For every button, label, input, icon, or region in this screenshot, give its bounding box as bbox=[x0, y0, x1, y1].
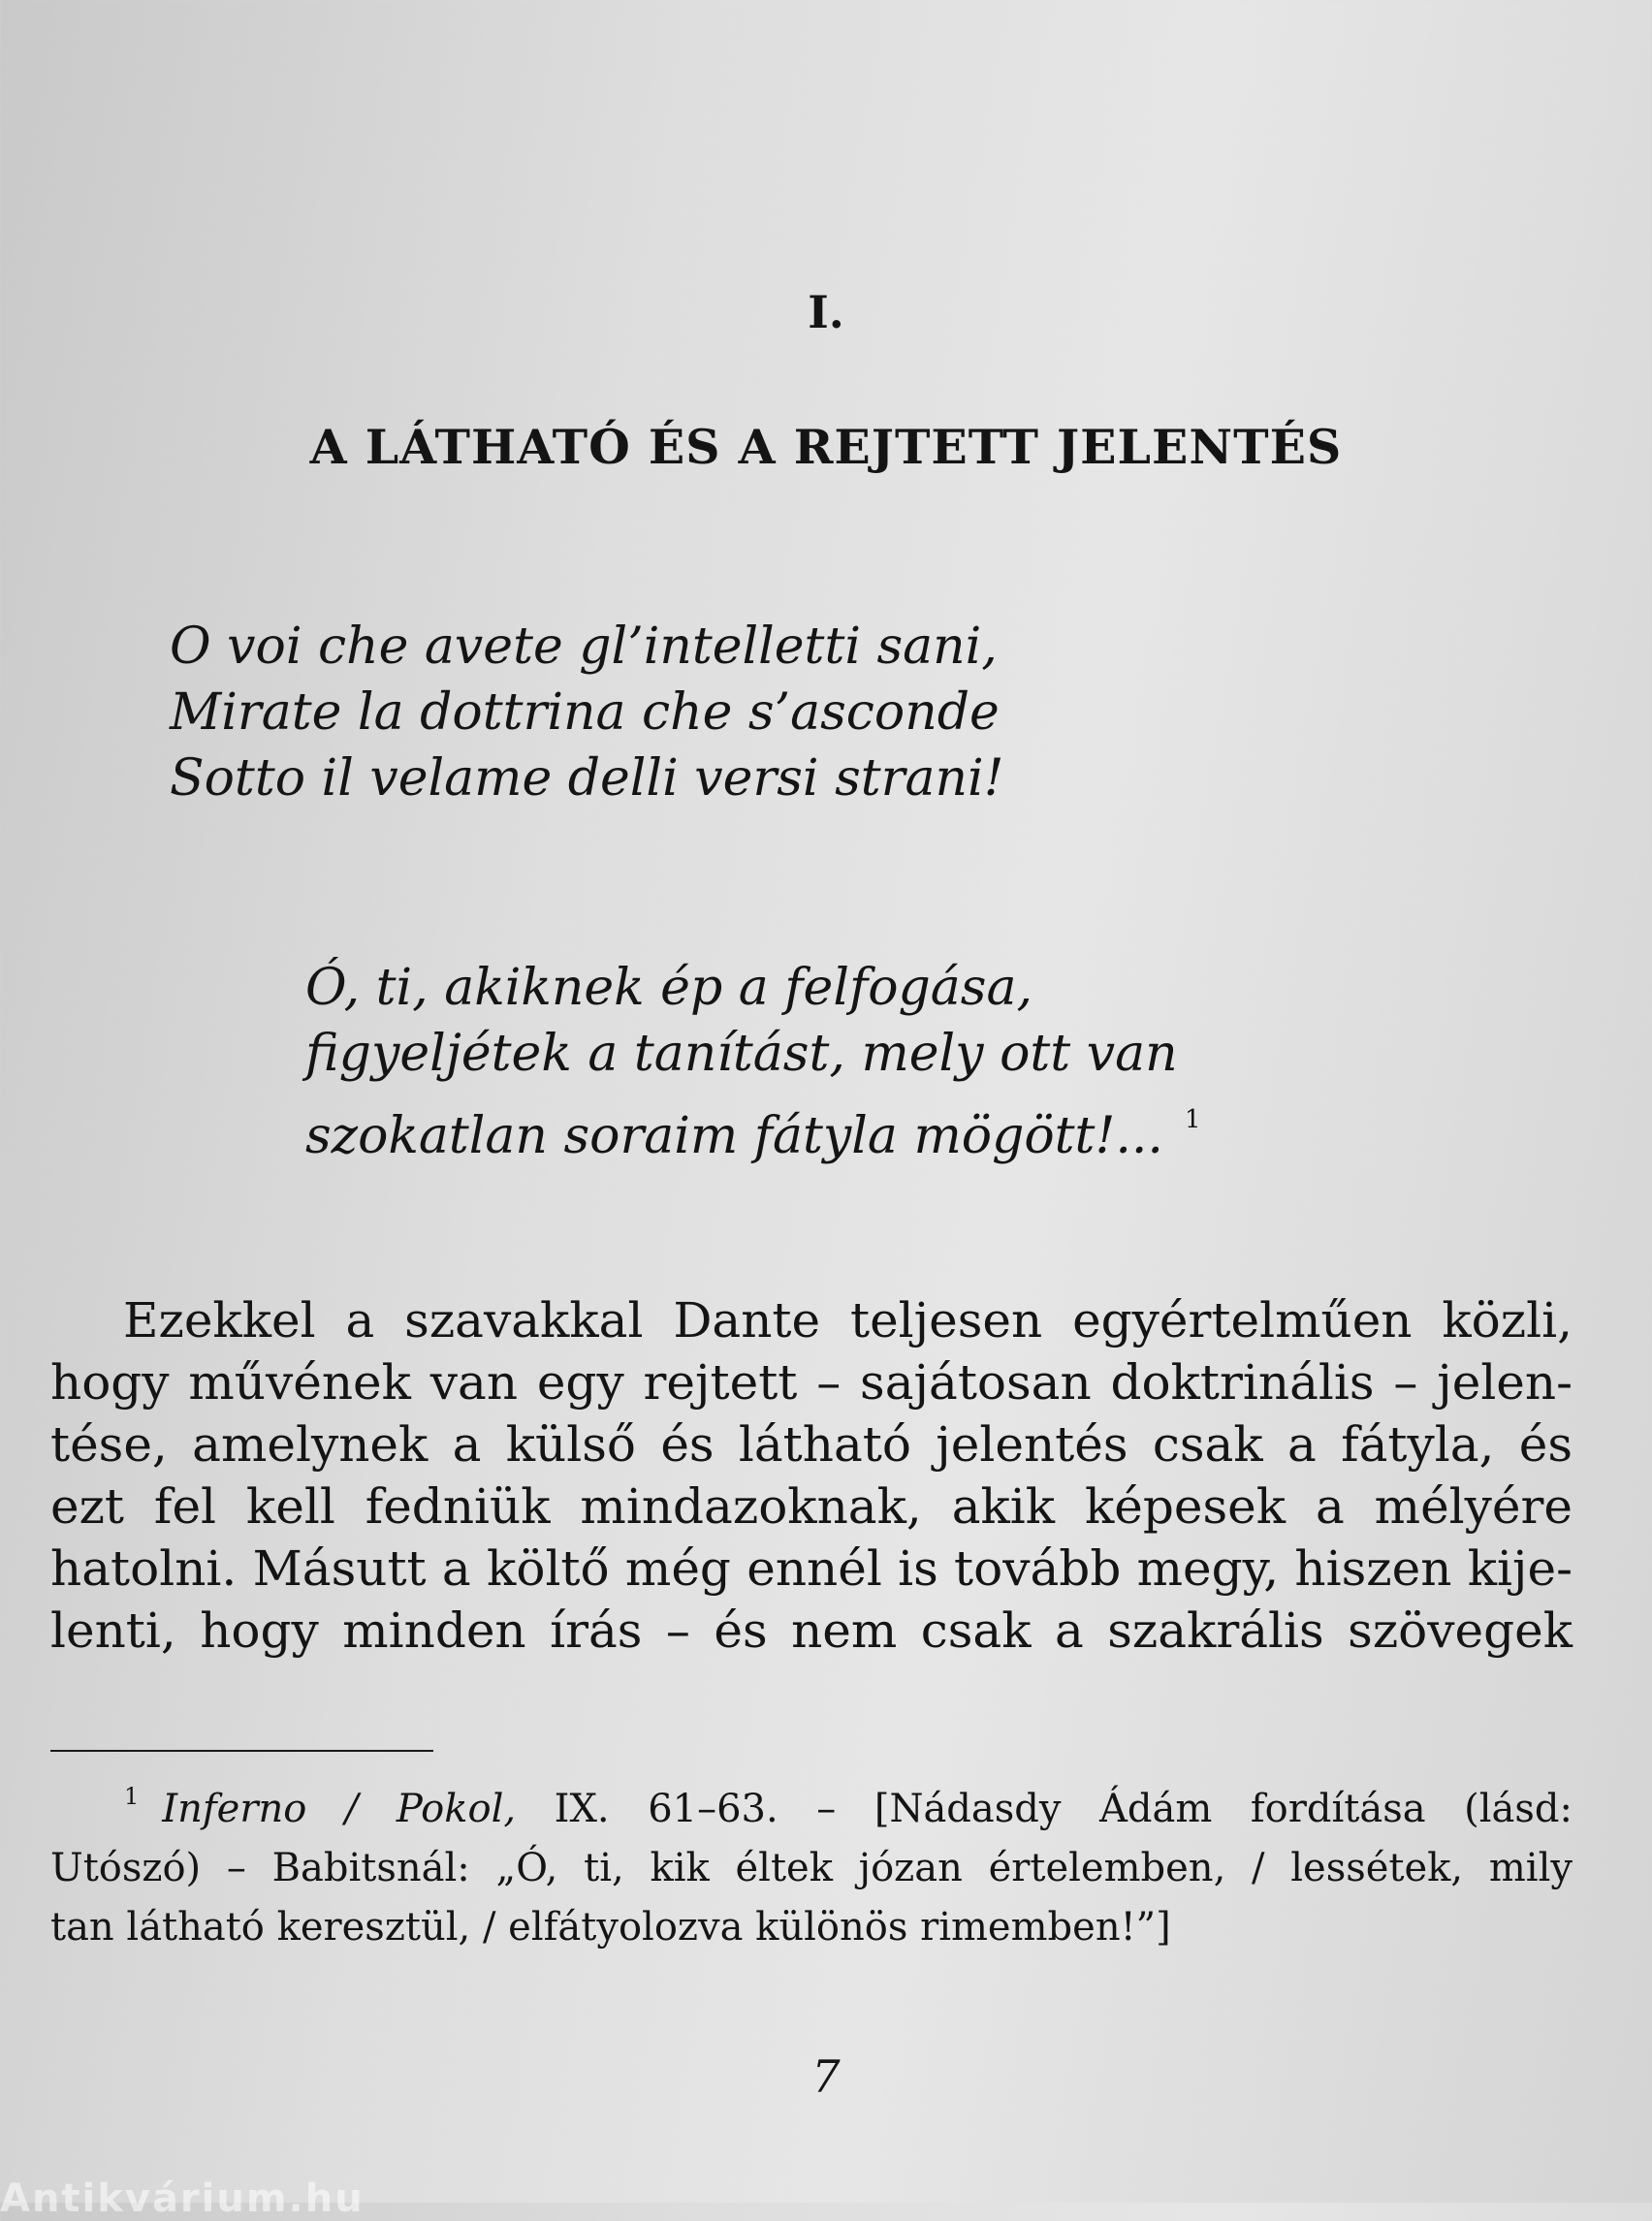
body-line: hogy művének van egy rejtett – sajátosan doktrinális – jelen- bbox=[50, 1354, 1573, 1411]
verse-hungarian-line: figyeljétek a tanítást, mely ott van bbox=[305, 1025, 1178, 1083]
footnote-source: Inferno / Pokol, bbox=[162, 1787, 517, 1831]
body-line: Ezekkel a szavakkal Dante teljesen egyértelműen közli, bbox=[123, 1292, 1573, 1348]
footnote-line: tan látható keresztül, / elfátyolozva különös rimemben!”] bbox=[50, 1905, 1171, 1950]
footnote bbox=[50, 1767, 1573, 1957]
verse-italian-line: O voi che avete gl’intelletti sani, bbox=[170, 618, 998, 676]
body-line: hatolni. Másutt a költő még ennél is tovább megy, hiszen kije- bbox=[50, 1540, 1573, 1597]
footnote-number: 1 bbox=[124, 1783, 140, 1810]
verse-italian-line: Sotto il velame delli versi strani! bbox=[170, 749, 1004, 808]
body-paragraph bbox=[50, 1289, 1573, 1662]
footnote-text: IX. 61–63. – [Nádasdy Ádám fordítása (lásd: bbox=[516, 1787, 1573, 1831]
verse-italian bbox=[170, 614, 1004, 811]
chapter-number: I. bbox=[808, 286, 844, 338]
body-line: tése, amelynek a külső és látható jelentés csak a fátyla, és bbox=[50, 1416, 1573, 1473]
verse-hungarian bbox=[305, 955, 1201, 1169]
footnote-divider bbox=[50, 1750, 433, 1752]
body-line: lenti, hogy minden írás – és nem csak a szakrális szövegek bbox=[50, 1602, 1573, 1659]
verse-hungarian-line bbox=[305, 1087, 1201, 1169]
watermark: Antikvárium.hu bbox=[0, 2176, 365, 2221]
verse-hungarian-text: szokatlan soraim fátyla mögött!... bbox=[305, 1107, 1163, 1165]
chapter-title: A LÁTHATÓ ÉS A REJTETT JELENTÉS bbox=[309, 419, 1343, 475]
footnote-line: Utószó) – Babitsnál: „Ó, ti, kik éltek józan értelemben, / lessétek, mily bbox=[50, 1846, 1573, 1890]
page-number: 7 bbox=[811, 2050, 841, 2103]
verse-italian-line: Mirate la dottrina che s’asconde bbox=[170, 683, 1000, 742]
verse-hungarian-line: Ó, ti, akiknek ép a felfogása, bbox=[305, 959, 1033, 1017]
footnote-line bbox=[50, 1767, 1573, 1839]
footnote-reference: 1 bbox=[1184, 1105, 1201, 1134]
body-line: ezt fel kell fedniük mindazoknak, akik képesek a mélyére bbox=[50, 1478, 1573, 1535]
